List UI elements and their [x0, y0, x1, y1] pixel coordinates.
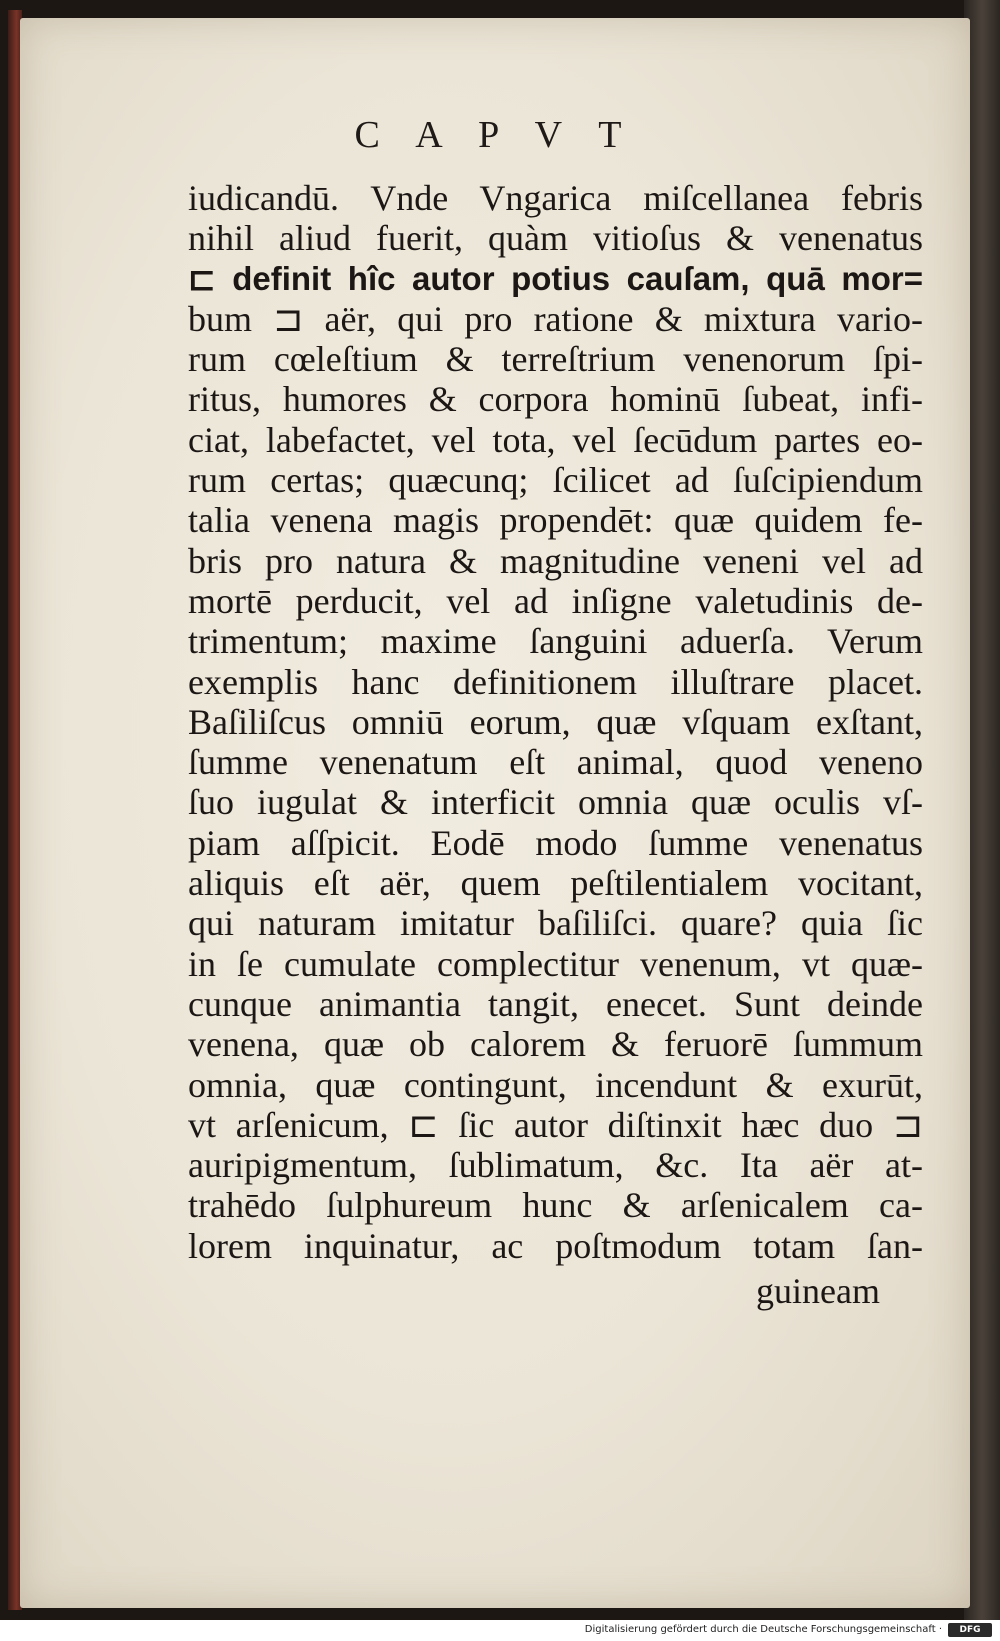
- text-line: ritus, humores & corpora hominū ſubeat, infi-: [188, 379, 923, 420]
- book-page: [20, 18, 970, 1608]
- text-line: bris pro natura & magnitudine veneni vel ad: [188, 540, 923, 581]
- text-line: piam aſſpicit. Eodē modo ſumme venenatus: [188, 822, 923, 863]
- text-line: aliquis eſt aër, quem peſtilentialem vocitant,: [188, 863, 923, 904]
- text-line: exemplis hanc definitionem illuſtrare placet.: [188, 661, 923, 702]
- text-line: omnia, quæ contingunt, incendunt & exurūt,: [188, 1064, 923, 1105]
- text-line: trimentum; maxime ſanguini aduerſa. Verum: [188, 621, 923, 662]
- running-head: C A P V T: [354, 114, 636, 156]
- text-line: in ſe cumulate complectitur venenum, vt quæ-: [188, 943, 923, 984]
- digitization-footer: [0, 1620, 1000, 1641]
- funding-credit: Digitalisierung gefördert durch die Deutsche Forschungsgemeinschaft ·: [584, 1624, 942, 1635]
- dfg-logo: DFG: [948, 1623, 992, 1637]
- text-line: Baſiliſcus omniū eorum, quæ vſquam exſtant,: [188, 701, 923, 742]
- text-line: ſumme venenatum eſt animal, quod veneno: [188, 742, 923, 783]
- text-line: cunque animantia tangit, enecet. Sunt deinde: [188, 983, 923, 1024]
- text-line: venena, quæ ob calorem & feruorē ſummum: [188, 1024, 923, 1065]
- body-text: [188, 178, 923, 1266]
- text-line: mortē perducit, vel ad inſigne valetudinis de-: [188, 580, 923, 621]
- text-line: ciat, labefactet, vel tota, vel ſecūdum partes eo-: [188, 419, 923, 460]
- text-line: talia venena magis propendēt: quæ quidem fe-: [188, 500, 923, 541]
- text-line: rum cœleſtium & terreſtrium venenorum ſpi-: [188, 339, 923, 380]
- text-line: qui naturam imitatur baſiliſci. quare? quia ſic: [188, 903, 923, 944]
- text-line: auripigmentum, ſublimatum, &c. Ita aër at-: [188, 1145, 923, 1186]
- text-line: lorem inquinatur, ac poſtmodum totam ſan-: [188, 1225, 923, 1266]
- text-line: bum ⊐ aër, qui pro ratione & mixtura vario-: [188, 298, 923, 339]
- text-line: nihil aliud fuerit, quàm vitioſus & venenatus: [188, 218, 923, 259]
- text-line-annotation: ⊏ definit hîc autor potius cauſam, quā mor=: [188, 259, 923, 297]
- text-line-annotation: vt arſenicum, ⊏ ſic autor diſtinxit hæc duo ⊐: [188, 1104, 923, 1145]
- text-line: rum certas; quæcunq; ſcilicet ad ſuſcipiendum: [188, 460, 923, 501]
- catchword: guineam: [756, 1271, 880, 1311]
- text-line: iudicandū. Vnde Vngarica miſcellanea febris: [188, 178, 923, 218]
- text-line: ſuo iugulat & interficit omnia quæ oculis vſ-: [188, 782, 923, 823]
- text-line: trahēdo ſulphureum hunc & arſenicalem ca-: [188, 1185, 923, 1226]
